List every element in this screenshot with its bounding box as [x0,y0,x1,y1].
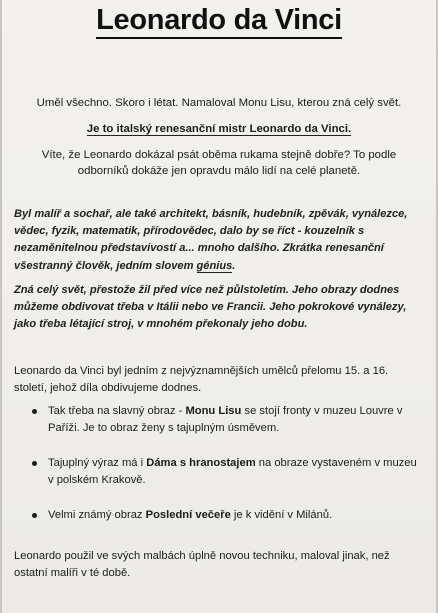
list-item [32,403,422,437]
italic-paragraph-1-text: Byl malíř a sochař, ale také architekt, básník, hudebník, zpěvák, vynálezce, vědec, fyzik, matematik, přírodovědec, dalo by se říct - kouzelník s nezaměnitelnou představivostí a... mnoho dalšího. Zkrátka renesanční všestranný člověk, jedním slovem [14,208,408,272]
list-item [32,455,422,489]
list-item-text: se stojí fronty v muzeu Louvre v Paříži. Je to obraz ženy s tajuplným úsměvem. [48,405,403,434]
worksheet-page [2,0,436,613]
list-item-text: Tajuplný výraz má i [48,457,147,469]
body-paragraph-1: Leonardo da Vinci byl jedním z nejvýznamnějších umělců přelomu 15. a 16. století, jehož díla obdivujeme dodnes. [14,365,389,394]
italic-paragraph-1-end: . [232,259,236,272]
list-item-text: na obraze vystaveném v muzeu v polském Krakově. [48,457,417,486]
page-title [2,4,436,37]
intro-line-3: Víte, že Leonardo dokázal psát oběma rukama stejně dobře? To podle odborníků dokáže jen opravdu málo lidí na celé planetě. [41,149,397,177]
list-item-text: Tak třeba na slavný obraz - [48,405,186,417]
genius-word: génius [196,259,233,272]
intro-line-1: Uměl všechno. Skoro i létat. Namaloval Monu Lisu, kterou zná celý svět. [36,97,402,109]
painting-name: Monu Lisu [185,405,242,417]
intro-line-2 [22,121,416,137]
intro-line-2-text: Je to italský renesanční mistr Leonardo da Vinci. [86,123,352,135]
list-item-text: je k vidění v Milánů. [230,509,333,521]
list-item [32,507,422,524]
body-paragraph-2: Leonardo použil ve svých malbách úplně novou techniku, maloval jinak, než ostatní malíři v té době. [14,550,390,579]
italic-paragraph-2: Zná celý svět, přestože žil před více než půlstoletím. Jeho obrazy dodnes můžeme obdivovat třeba v Itálii nebo ve Francii. Jeho pokrokové vynálezy, jako třeba létající stroj, v mnohém překonaly jeho dobu. [14,284,407,331]
page-title-text: Leonardo da Vinci [96,4,342,39]
list-item-text: Velmi známý obraz [48,509,146,521]
painting-name: Dáma s hranostajem [146,457,256,469]
painting-name: Poslední večeře [145,509,231,521]
italic-paragraph-1 [14,206,426,275]
